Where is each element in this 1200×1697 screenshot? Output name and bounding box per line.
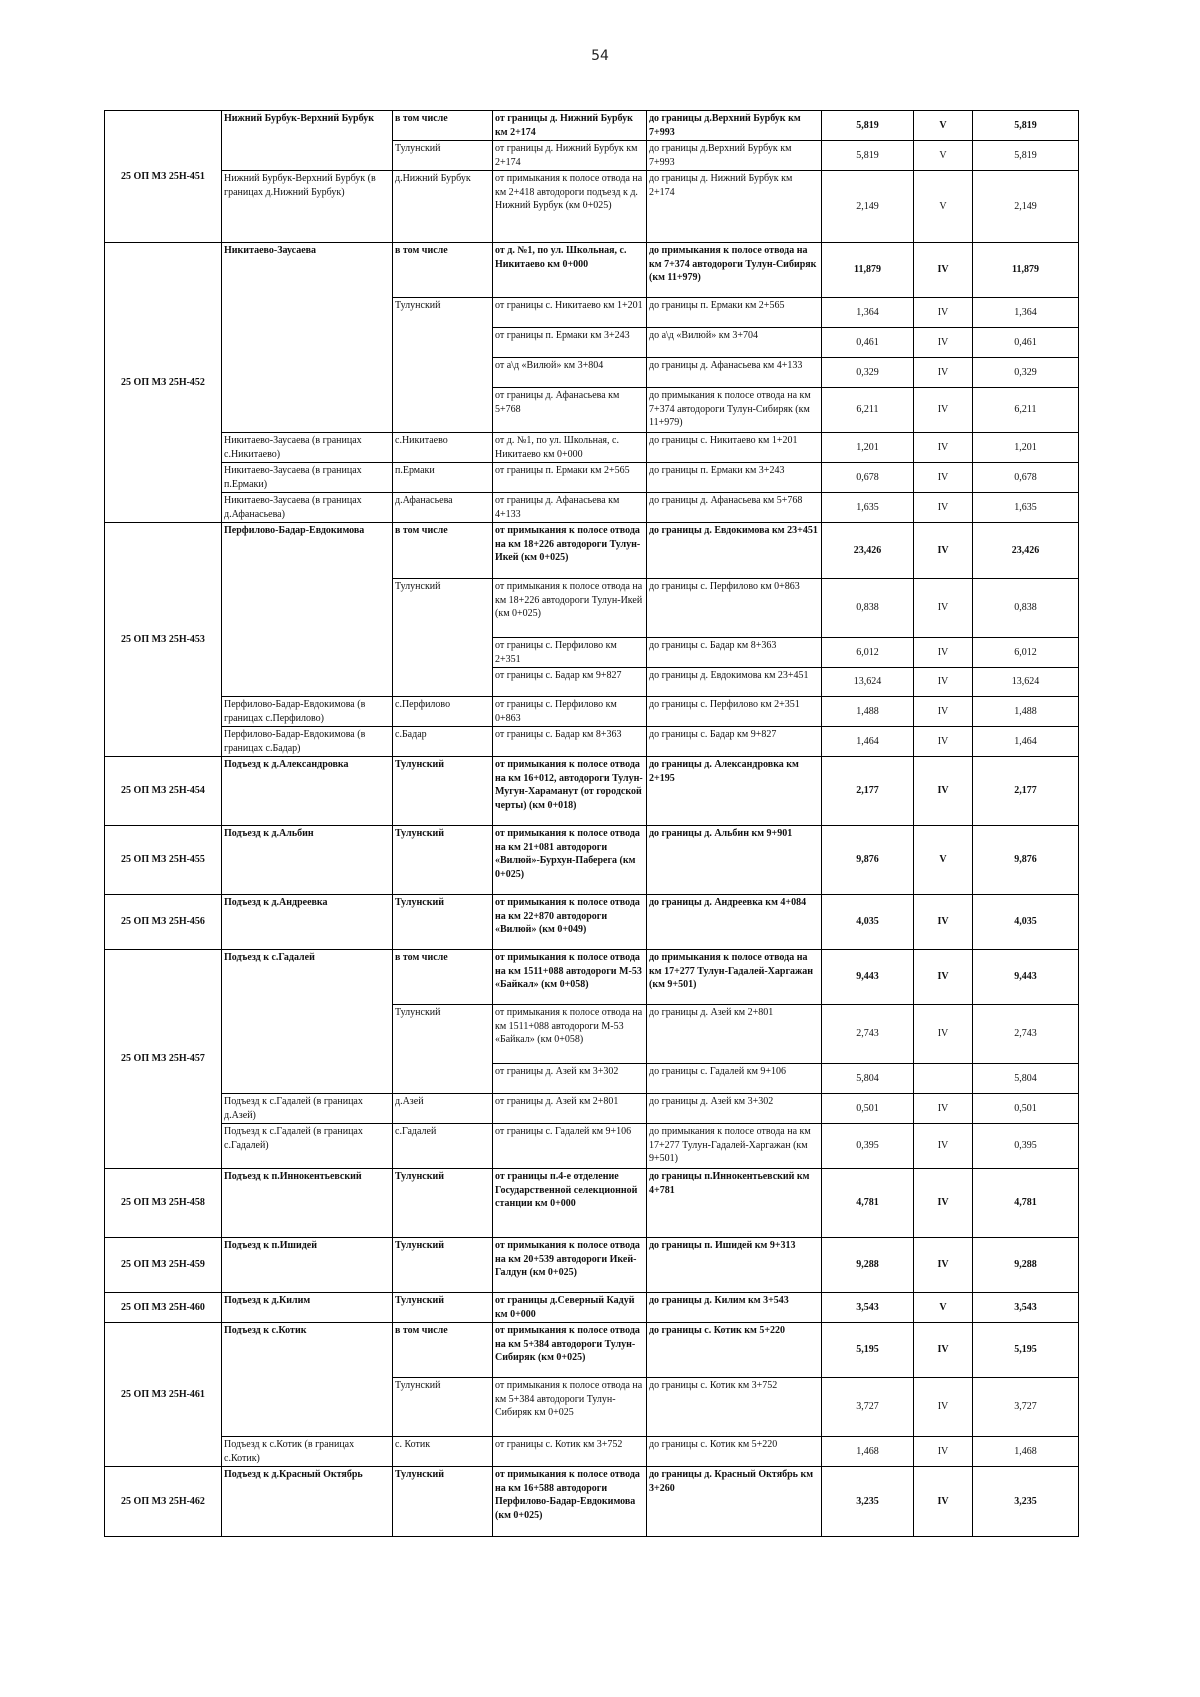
cell-val: 0,678: [822, 463, 914, 493]
cell-name: Никитаево-Заусаева (в границах с.Никитаево): [222, 433, 393, 463]
cell-tot: 0,678: [973, 463, 1079, 493]
cell-to: до границы с. Бадар км 8+363: [647, 638, 822, 668]
table-row: [105, 171, 1079, 243]
cell-val: 23,426: [822, 523, 914, 579]
cell-district: с.Бадар: [393, 727, 493, 757]
cell-val: 9,288: [822, 1238, 914, 1293]
table-row: [105, 1124, 1079, 1169]
cell-to: до границы д. Евдокимова км 23+451: [647, 523, 822, 579]
cell-district: Тулунский: [393, 1293, 493, 1323]
cell-from: от границы с. Котик км 3+752: [493, 1437, 647, 1467]
cell-cat: IV: [914, 1005, 973, 1064]
cell-to: до границы с. Перфилово км 0+863: [647, 579, 822, 638]
cell-from: от границы д. Азей км 3+302: [493, 1064, 647, 1094]
cell-from: от примыкания к полосе отвода на км 22+870 автодороги «Вилюй» (км 0+049): [493, 895, 647, 950]
cell-cat: V: [914, 826, 973, 895]
cell-to: до границы с. Котик км 5+220: [647, 1437, 822, 1467]
cell-name: Перфилово-Бадар-Евдокимова: [222, 523, 393, 697]
cell-to: до границы п. Ермаки км 2+565: [647, 298, 822, 328]
cell-num: 25 ОП МЗ 25Н-454: [105, 757, 222, 826]
cell-tot: 0,395: [973, 1124, 1079, 1169]
table-row: [105, 950, 1079, 1005]
cell-val: 0,501: [822, 1094, 914, 1124]
cell-district: в том числе: [393, 111, 493, 141]
cell-from: от примыкания к полосе отвода на км 16+588 автодороги Перфилово-Бадар-Евдокимова (км 0+025): [493, 1467, 647, 1537]
cell-val: 3,727: [822, 1378, 914, 1437]
cell-district: Тулунский: [393, 1005, 493, 1094]
cell-to: до границы с. Гадалей км 9+106: [647, 1064, 822, 1094]
cell-to: до границы д. Килим км 3+543: [647, 1293, 822, 1323]
cell-cat: IV: [914, 358, 973, 388]
cell-to: до границы с. Бадар км 9+827: [647, 727, 822, 757]
cell-tot: 1,468: [973, 1437, 1079, 1467]
cell-cat: IV: [914, 1437, 973, 1467]
cell-to: до границы с. Котик км 3+752: [647, 1378, 822, 1437]
cell-district: Тулунский: [393, 141, 493, 171]
cell-name: Подъезд к п.Иннокентьевский: [222, 1169, 393, 1238]
cell-to: до границы д. Александровка км 2+195: [647, 757, 822, 826]
cell-to: до границы д. Альбин км 9+901: [647, 826, 822, 895]
cell-district: Тулунский: [393, 826, 493, 895]
cell-district: с.Перфилово: [393, 697, 493, 727]
table-row: [105, 1323, 1079, 1378]
cell-tot: 1,488: [973, 697, 1079, 727]
cell-from: от примыкания к полосе отвода на км 21+081 автодороги «Вилюй»-Бурхун-Паберега (км 0+025): [493, 826, 647, 895]
cell-num: 25 ОП МЗ 25Н-460: [105, 1293, 222, 1323]
cell-cat: IV: [914, 1378, 973, 1437]
cell-val: 2,149: [822, 171, 914, 243]
cell-district: Тулунский: [393, 1169, 493, 1238]
table-row: [105, 1169, 1079, 1238]
cell-from: от границы с. Перфилово км 2+351: [493, 638, 647, 668]
table-row: [105, 757, 1079, 826]
cell-district: с.Никитаево: [393, 433, 493, 463]
cell-district: п.Ермаки: [393, 463, 493, 493]
cell-district: Тулунский: [393, 1467, 493, 1537]
cell-from: от примыкания к полосе отвода на км 18+226 автодороги Тулун-Икей (км 0+025): [493, 523, 647, 579]
cell-cat: IV: [914, 388, 973, 433]
cell-name: Подъезд к д.Александровка: [222, 757, 393, 826]
cell-val: 13,624: [822, 668, 914, 697]
cell-cat: IV: [914, 298, 973, 328]
cell-val: 0,395: [822, 1124, 914, 1169]
cell-name: Подъезд к д.Килим: [222, 1293, 393, 1323]
cell-from: от примыкания к полосе отвода на км 5+384 автодороги Тулун-Сибиряк км 0+025: [493, 1378, 647, 1437]
cell-cat: [914, 1064, 973, 1094]
page-number: 54: [591, 48, 609, 64]
cell-to: до границы д.Верхний Бурбук км 7+993: [647, 141, 822, 171]
cell-from: от границы с. Бадар км 9+827: [493, 668, 647, 697]
table-row: [105, 111, 1079, 141]
cell-to: до границы с. Перфилово км 2+351: [647, 697, 822, 727]
cell-district: Тулунский: [393, 1378, 493, 1437]
cell-district: с.Гадалей: [393, 1124, 493, 1169]
cell-from: от примыкания к полосе отвода на км 20+539 автодороги Икей-Галдун (км 0+025): [493, 1238, 647, 1293]
cell-num: 25 ОП МЗ 25Н-452: [105, 243, 222, 523]
cell-num: 25 ОП МЗ 25Н-451: [105, 111, 222, 243]
table-row: [105, 1094, 1079, 1124]
cell-from: от границы д.Северный Кадуй км 0+000: [493, 1293, 647, 1323]
cell-from: от примыкания к полосе отвода на км 5+384 автодороги Тулун-Сибиряк (км 0+025): [493, 1323, 647, 1378]
cell-to: до границы д. Нижний Бурбук км 2+174: [647, 171, 822, 243]
table-row: [105, 463, 1079, 493]
cell-val: 3,235: [822, 1467, 914, 1537]
cell-district: Тулунский: [393, 579, 493, 697]
table-row: [105, 243, 1079, 298]
table-row: [105, 895, 1079, 950]
cell-from: от границы д. Нижний Бурбук км 2+174: [493, 111, 647, 141]
cell-tot: 11,879: [973, 243, 1079, 298]
cell-to: до границы д. Красный Октябрь км 3+260: [647, 1467, 822, 1537]
cell-val: 1,364: [822, 298, 914, 328]
cell-tot: 9,876: [973, 826, 1079, 895]
cell-name: Нижний Бурбук-Верхний Бурбук: [222, 111, 393, 171]
table-row: [105, 1293, 1079, 1323]
cell-to: до границы п.Иннокентьевский км 4+781: [647, 1169, 822, 1238]
cell-cat: IV: [914, 895, 973, 950]
cell-val: 4,781: [822, 1169, 914, 1238]
cell-from: от границы с. Бадар км 8+363: [493, 727, 647, 757]
cell-tot: 3,727: [973, 1378, 1079, 1437]
cell-district: д.Азей: [393, 1094, 493, 1124]
cell-name: Нижний Бурбук-Верхний Бурбук (в границах д.Нижний Бурбук): [222, 171, 393, 243]
cell-cat: IV: [914, 757, 973, 826]
cell-cat: IV: [914, 328, 973, 358]
cell-tot: 4,781: [973, 1169, 1079, 1238]
cell-to: до примыкания к полосе отвода на км 17+277 Тулун-Гадалей-Харгажан (км 9+501): [647, 950, 822, 1005]
cell-cat: V: [914, 141, 973, 171]
cell-tot: 5,819: [973, 111, 1079, 141]
cell-tot: 2,149: [973, 171, 1079, 243]
cell-from: от примыкания к полосе отвода на км 16+012, автодороги Тулун-Мугун-Хараманут (от городской черты) (км 0+018): [493, 757, 647, 826]
cell-num: 25 ОП МЗ 25Н-461: [105, 1323, 222, 1467]
cell-district: в том числе: [393, 523, 493, 579]
cell-tot: 6,012: [973, 638, 1079, 668]
cell-name: Подъезд к с.Гадалей (в границах с.Гадалей): [222, 1124, 393, 1169]
cell-tot: 0,838: [973, 579, 1079, 638]
cell-cat: V: [914, 1293, 973, 1323]
cell-to: до границы д. Азей км 3+302: [647, 1094, 822, 1124]
cell-name: Подъезд к п.Ишидей: [222, 1238, 393, 1293]
cell-to: до границы п. Ишидей км 9+313: [647, 1238, 822, 1293]
cell-cat: IV: [914, 1124, 973, 1169]
cell-from: от границы с. Никитаево км 1+201: [493, 298, 647, 328]
cell-tot: 13,624: [973, 668, 1079, 697]
cell-val: 1,468: [822, 1437, 914, 1467]
cell-num: 25 ОП МЗ 25Н-457: [105, 950, 222, 1169]
cell-district: в том числе: [393, 1323, 493, 1378]
cell-tot: 0,461: [973, 328, 1079, 358]
cell-to: до границы с. Котик км 5+220: [647, 1323, 822, 1378]
cell-district: Тулунский: [393, 1238, 493, 1293]
cell-name: Никитаево-Заусаева: [222, 243, 393, 433]
cell-name: Подъезд к д.Андреевка: [222, 895, 393, 950]
table-row: [105, 1467, 1079, 1537]
cell-val: 1,488: [822, 697, 914, 727]
cell-to: до а\д «Вилюй» км 3+704: [647, 328, 822, 358]
cell-cat: IV: [914, 727, 973, 757]
cell-cat: IV: [914, 950, 973, 1005]
cell-cat: IV: [914, 697, 973, 727]
cell-num: 25 ОП МЗ 25Н-458: [105, 1169, 222, 1238]
cell-to: до границы с. Никитаево км 1+201: [647, 433, 822, 463]
cell-cat: IV: [914, 579, 973, 638]
cell-district: в том числе: [393, 950, 493, 1005]
cell-from: от границы с. Гадалей км 9+106: [493, 1124, 647, 1169]
cell-val: 5,804: [822, 1064, 914, 1094]
cell-val: 5,195: [822, 1323, 914, 1378]
cell-to: до границы д. Евдокимова км 23+451: [647, 668, 822, 697]
cell-district: в том числе: [393, 243, 493, 298]
cell-district: Тулунский: [393, 757, 493, 826]
cell-tot: 4,035: [973, 895, 1079, 950]
cell-from: от примыкания к полосе отвода на км 2+418 автодороги подъезд к д. Нижний Бурбук (км 0+025): [493, 171, 647, 243]
cell-tot: 2,743: [973, 1005, 1079, 1064]
cell-name: Никитаево-Заусаева (в границах д.Афанасьева): [222, 493, 393, 523]
cell-val: 2,743: [822, 1005, 914, 1064]
cell-cat: IV: [914, 243, 973, 298]
cell-to: до границы д.Верхний Бурбук км 7+993: [647, 111, 822, 141]
cell-num: 25 ОП МЗ 25Н-455: [105, 826, 222, 895]
cell-tot: 0,501: [973, 1094, 1079, 1124]
table-body: [105, 111, 1079, 1537]
cell-tot: 9,443: [973, 950, 1079, 1005]
cell-name: Подъезд к с.Котик: [222, 1323, 393, 1437]
cell-from: от примыкания к полосе отвода на км 1511+088 автодороги М-53 «Байкал» (км 0+058): [493, 1005, 647, 1064]
cell-from: от границы п. Ермаки км 3+243: [493, 328, 647, 358]
cell-tot: 6,211: [973, 388, 1079, 433]
cell-tot: 1,201: [973, 433, 1079, 463]
cell-cat: IV: [914, 463, 973, 493]
cell-val: 6,012: [822, 638, 914, 668]
cell-tot: 3,235: [973, 1467, 1079, 1537]
cell-from: от а\д «Вилюй» км 3+804: [493, 358, 647, 388]
cell-district: Тулунский: [393, 895, 493, 950]
cell-name: Перфилово-Бадар-Евдокимова (в границах с.Перфилово): [222, 697, 393, 727]
cell-tot: 1,635: [973, 493, 1079, 523]
cell-cat: IV: [914, 493, 973, 523]
cell-name: Подъезд к с.Гадалей (в границах д.Азей): [222, 1094, 393, 1124]
table-row: [105, 1238, 1079, 1293]
cell-tot: 0,329: [973, 358, 1079, 388]
cell-to: до границы д. Андреевка км 4+084: [647, 895, 822, 950]
cell-cat: IV: [914, 1094, 973, 1124]
cell-val: 6,211: [822, 388, 914, 433]
cell-val: 4,035: [822, 895, 914, 950]
cell-from: от д. №1, по ул. Школьная, с. Никитаево км 0+000: [493, 433, 647, 463]
cell-from: от границы д. Афанасьева км 5+768: [493, 388, 647, 433]
cell-tot: 9,288: [973, 1238, 1079, 1293]
cell-tot: 2,177: [973, 757, 1079, 826]
cell-cat: IV: [914, 668, 973, 697]
cell-cat: V: [914, 171, 973, 243]
table-row: [105, 1437, 1079, 1467]
table-row: [105, 697, 1079, 727]
cell-to: до примыкания к полосе отвода на км 17+277 Тулун-Гадалей-Харгажан (км 9+501): [647, 1124, 822, 1169]
cell-tot: 1,364: [973, 298, 1079, 328]
table-row: [105, 433, 1079, 463]
cell-cat: V: [914, 111, 973, 141]
table-row: [105, 523, 1079, 579]
cell-num: 25 ОП МЗ 25Н-453: [105, 523, 222, 757]
cell-to: до границы п. Ермаки км 3+243: [647, 463, 822, 493]
cell-cat: IV: [914, 638, 973, 668]
cell-tot: 3,543: [973, 1293, 1079, 1323]
cell-val: 2,177: [822, 757, 914, 826]
cell-cat: IV: [914, 523, 973, 579]
cell-from: от д. №1, по ул. Школьная, с. Никитаево км 0+000: [493, 243, 647, 298]
cell-val: 0,838: [822, 579, 914, 638]
cell-tot: 1,464: [973, 727, 1079, 757]
cell-tot: 5,804: [973, 1064, 1079, 1094]
cell-val: 5,819: [822, 141, 914, 171]
cell-to: до границы д. Афанасьева км 4+133: [647, 358, 822, 388]
cell-val: 1,464: [822, 727, 914, 757]
cell-district: с. Котик: [393, 1437, 493, 1467]
cell-cat: IV: [914, 433, 973, 463]
cell-district: Тулунский: [393, 298, 493, 433]
cell-cat: IV: [914, 1169, 973, 1238]
cell-from: от границы д. Азей км 2+801: [493, 1094, 647, 1124]
cell-district: д.Афанасьева: [393, 493, 493, 523]
cell-val: 9,443: [822, 950, 914, 1005]
cell-name: Подъезд к д.Красный Октябрь: [222, 1467, 393, 1537]
cell-name: Подъезд к с.Котик (в границах с.Котик): [222, 1437, 393, 1467]
cell-from: от границы с. Перфилово км 0+863: [493, 697, 647, 727]
cell-cat: IV: [914, 1238, 973, 1293]
cell-from: от границы д. Нижний Бурбук км 2+174: [493, 141, 647, 171]
cell-val: 0,461: [822, 328, 914, 358]
cell-num: 25 ОП МЗ 25Н-462: [105, 1467, 222, 1537]
cell-from: от границы д. Афанасьева км 4+133: [493, 493, 647, 523]
cell-val: 1,635: [822, 493, 914, 523]
cell-cat: IV: [914, 1323, 973, 1378]
cell-val: 0,329: [822, 358, 914, 388]
cell-val: 3,543: [822, 1293, 914, 1323]
cell-to: до границы д. Азей км 2+801: [647, 1005, 822, 1064]
cell-from: от примыкания к полосе отвода на км 18+226 автодороги Тулун-Икей (км 0+025): [493, 579, 647, 638]
cell-tot: 5,195: [973, 1323, 1079, 1378]
cell-to: до примыкания к полосе отвода на км 7+374 автодороги Тулун-Сибиряк (км 11+979): [647, 388, 822, 433]
cell-tot: 23,426: [973, 523, 1079, 579]
cell-num: 25 ОП МЗ 25Н-459: [105, 1238, 222, 1293]
cell-from: от границы п.4-е отделение Государственной селекционной станции км 0+000: [493, 1169, 647, 1238]
cell-name: Никитаево-Заусаева (в границах п.Ермаки): [222, 463, 393, 493]
cell-name: Перфилово-Бадар-Евдокимова (в границах с.Бадар): [222, 727, 393, 757]
cell-val: 11,879: [822, 243, 914, 298]
cell-district: д.Нижний Бурбук: [393, 171, 493, 243]
table-row: [105, 727, 1079, 757]
table-row: [105, 493, 1079, 523]
cell-tot: 5,819: [973, 141, 1079, 171]
cell-val: 5,819: [822, 111, 914, 141]
cell-val: 1,201: [822, 433, 914, 463]
cell-to: до границы д. Афанасьева км 5+768: [647, 493, 822, 523]
cell-cat: IV: [914, 1467, 973, 1537]
cell-val: 9,876: [822, 826, 914, 895]
road-register-table: [104, 110, 1079, 1537]
cell-name: Подъезд к д.Альбин: [222, 826, 393, 895]
cell-from: от границы п. Ермаки км 2+565: [493, 463, 647, 493]
table-row: [105, 826, 1079, 895]
cell-num: 25 ОП МЗ 25Н-456: [105, 895, 222, 950]
cell-from: от примыкания к полосе отвода на км 1511+088 автодороги М-53 «Байкал» (км 0+058): [493, 950, 647, 1005]
cell-name: Подъезд к с.Гадалей: [222, 950, 393, 1094]
cell-to: до примыкания к полосе отвода на км 7+374 автодороги Тулун-Сибиряк (км 11+979): [647, 243, 822, 298]
